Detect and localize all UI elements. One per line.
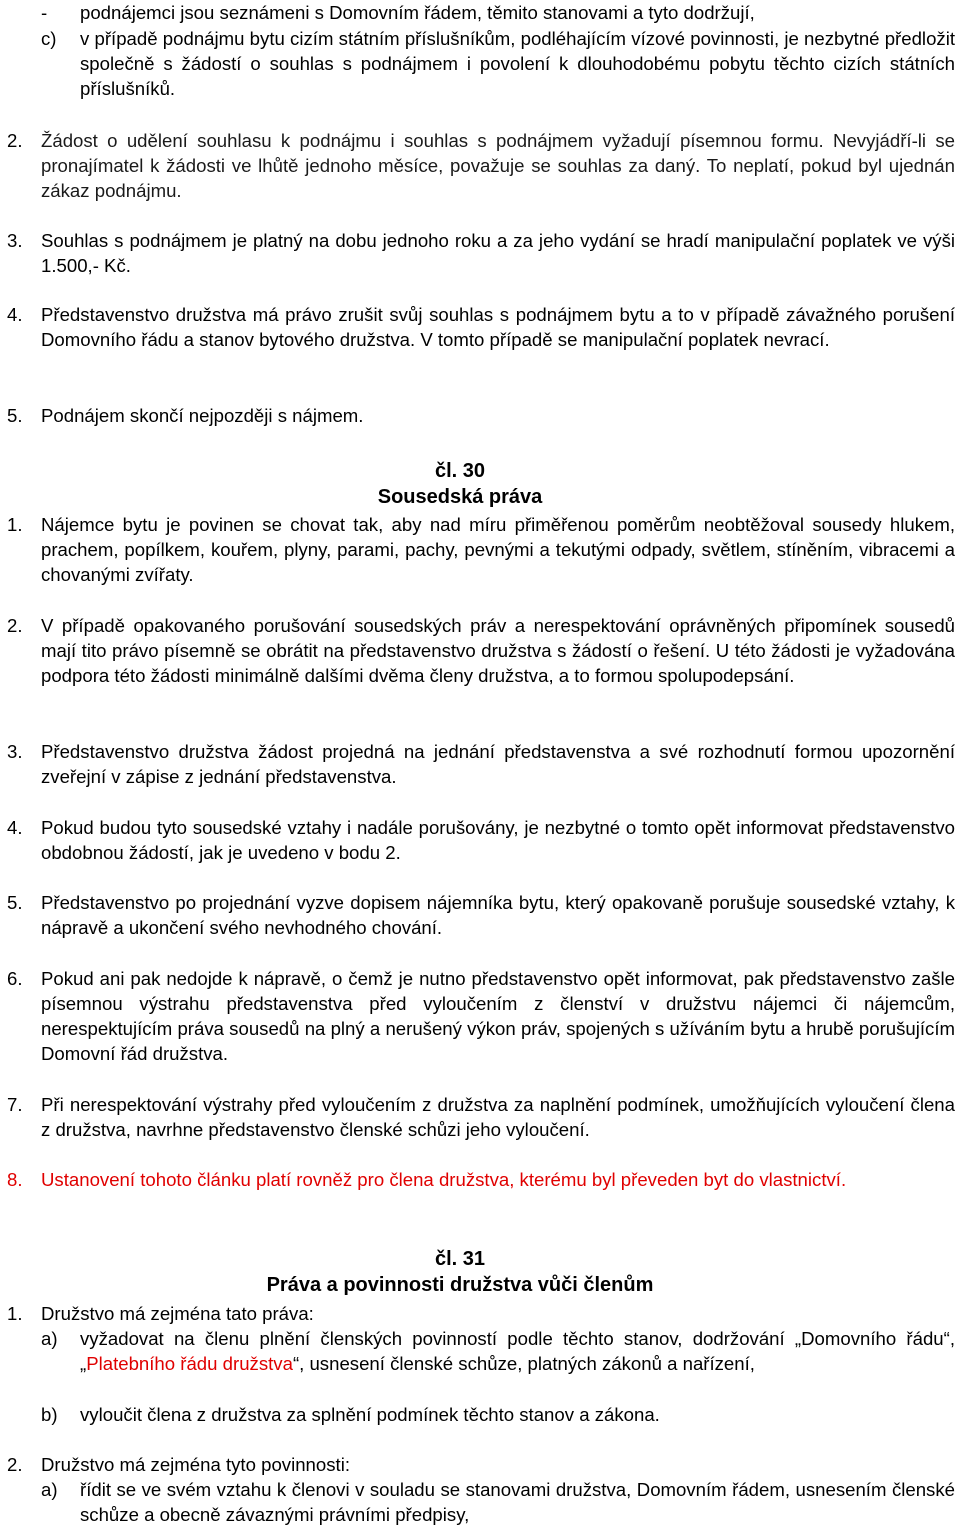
sub-text: vyloučit člena z družstva za splnění podmínek těchto stanov a zákona.: [80, 1404, 660, 1425]
item-text: Ustanovení tohoto článku platí rovněž pro člena družstva, kterému byl převeden byt do vlastnictví.: [41, 1169, 847, 1190]
art31-title: Práva a povinnosti družstva vůči členům: [266, 1274, 654, 1296]
dash-marker: -: [41, 2, 48, 23]
item-number: 2.: [7, 130, 23, 151]
sub-label: a): [41, 1479, 58, 1500]
item-text: Pokud ani pak nedojde k nápravě, o čemž je nutno představenstvo opět informovat, pak představenstvo zašle písemnou výstrahu představenstva před vyloučením z členství v družstvu nájemci či nájemcům, nerespektujícím práva sousedů na plný a nerušený výkon práv, spojených s užíváním bytu a hrubě porušujícím Domovní řád družstva.: [41, 968, 955, 1064]
item-number: 3.: [7, 741, 23, 762]
art30-number: čl. 30: [434, 460, 486, 482]
item-number: 7.: [7, 1094, 23, 1115]
item-text: Podnájem skončí nejpozději s nájmem.: [41, 405, 364, 426]
item-number: 1.: [7, 1303, 23, 1324]
item-text: Nájemce bytu je povinen se chovat tak, aby nad míru přiměřenou poměrům neobtěžoval sousedy hlukem, prachem, popílkem, kouřem, plyny, parami, pachy, pevnými a tekutými odpady, světlem, stíněním, vibracemi a chovanými zvířaty.: [41, 514, 955, 585]
item-number: 2.: [7, 1454, 23, 1475]
item-text: Představenstvo po projednání vyzve dopisem nájemníka bytu, který opakovaně porušuje sousedské vztahy, k nápravě a ukončení svého nevhodného chování.: [41, 892, 955, 938]
art30-title: Sousedská práva: [377, 486, 543, 508]
dash-item-text: podnájemci jsou seznámeni s Domovním řádem, těmito stanovami a tyto dodržují,: [80, 2, 755, 23]
item-number: 6.: [7, 968, 23, 989]
sub-text: řídit se ve svém vztahu k členovi v souladu se stanovami družstva, Domovním řádem, usnesením členské schůze a obecně závaznými právními předpisy,: [80, 1479, 955, 1525]
item-text: Pokud budou tyto sousedské vztahy i nadále porušovány, je nezbytné o tomto opět informovat představenstvo obdobnou žádostí, jak je uvedeno v bodu 2.: [41, 817, 955, 863]
item-number: 4.: [7, 304, 23, 325]
item-number: 3.: [7, 230, 23, 251]
item-c-text: v případě podnájmu bytu cizím státním příslušníkům, podléhajícím vízové povinnosti, je nezbytné předložit společně s žádostí o souhlas s podnájmem i povolení k dlouhodobému pobytu těchto cizích státních příslušníků.: [80, 28, 955, 99]
item-number: 8.: [7, 1169, 23, 1190]
item-number: 5.: [7, 892, 23, 913]
item-number: 5.: [7, 405, 23, 426]
item-text: Družstvo má zejména tato práva:: [41, 1303, 314, 1324]
platebni-rad-highlight: Platebního řádu družstva: [86, 1353, 293, 1374]
item-text: Souhlas s podnájmem je platný na dobu jednoho roku a za jeho vydání se hradí manipulační poplatek ve výši 1.500,- Kč.: [41, 230, 955, 276]
sub-text-part2: “, usnesení členské schůze, platných zákonů a nařízení,: [292, 1353, 755, 1374]
sub-label: b): [41, 1404, 58, 1425]
item-text: Při nerespektování výstrahy před vyloučením z družstva za naplnění podmínek, umožňujících vyloučení člena z družstva, navrhne představenstvo členské schůzi jeho vyloučení.: [41, 1094, 955, 1140]
art31-number: čl. 31: [434, 1248, 486, 1270]
item-text: Představenstvo družstva žádost projedná na jednání představenstva a své rozhodnutí formou upozornění zveřejní v zápise z jednání představenstva.: [41, 741, 955, 787]
item-text: Žádost o udělení souhlasu k podnájmu i souhlas s podnájmem vyžadují písemnou formu. Nevyjádří-li se pronajímatel k žádosti ve lhůtě jednoho měsíce, považuje se souhlas za daný. To neplatí, pokud byl ujednán zákaz podnájmu.: [41, 130, 955, 201]
sub-text-part1: vyžadovat na členu plnění členských povinností podle těchto stanov, dodržování „Domovního řádu“, „: [80, 1328, 955, 1374]
sub-text: [80, 1326, 955, 1376]
item-text: Družstvo má zejména tyto povinnosti:: [41, 1454, 350, 1475]
item-text: V případě opakovaného porušování sousedských práv a nerespektování oprávněných připomínek sousedů mají tito právo písemně se obrátit na představenstvo družstva s žádostí o řešení. U této žádosti je vyžadována podpora této žádosti minimálně dalšími dvěma členy družstva, a to formou spolupodepsání.: [41, 615, 955, 686]
sub-label: a): [41, 1328, 58, 1349]
item-number: 1.: [7, 514, 23, 535]
item-c-label: c): [41, 28, 57, 49]
item-number: 4.: [7, 817, 23, 838]
item-text: Představenstvo družstva má právo zrušit svůj souhlas s podnájmem bytu a to v případě závažného porušení Domovního řádu a stanov bytového družstva. V tomto případě se manipulační poplatek nevrací.: [41, 304, 955, 350]
item-number: 2.: [7, 615, 23, 636]
